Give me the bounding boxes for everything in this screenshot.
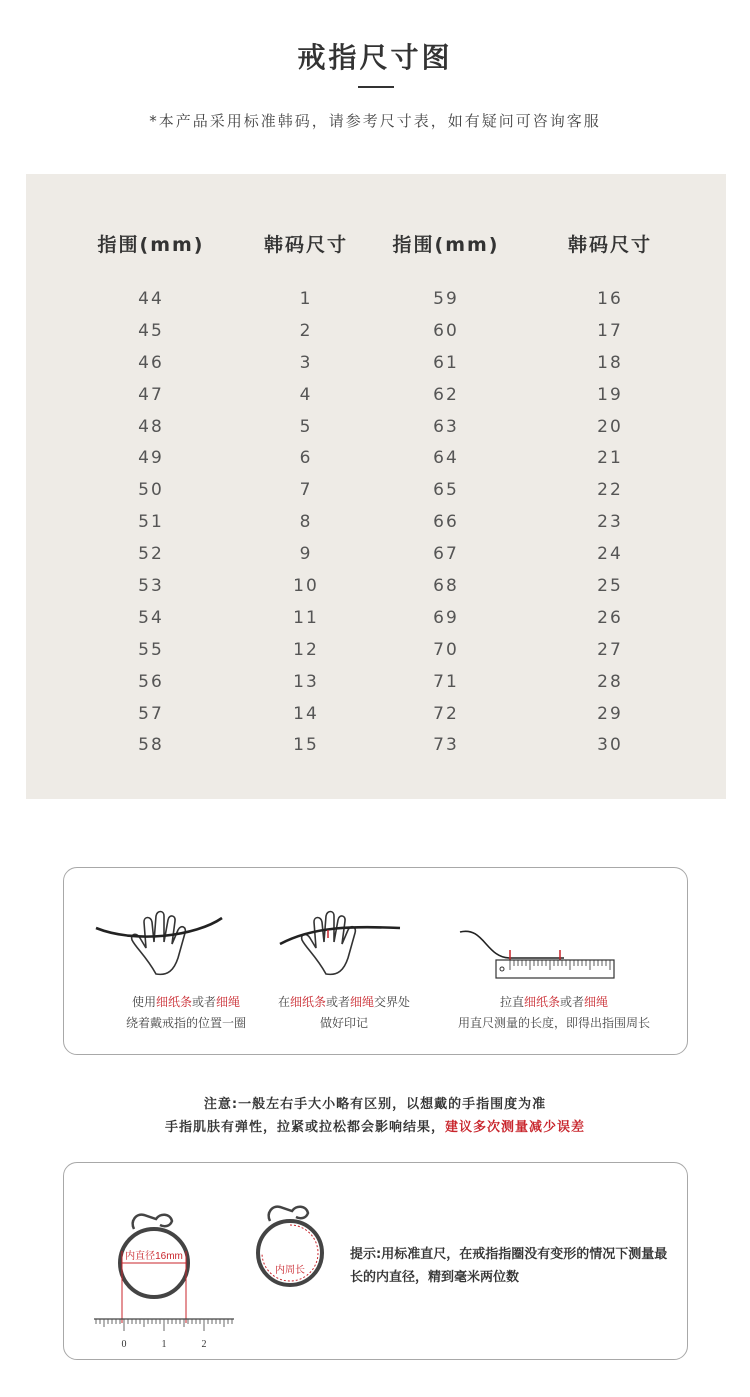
table-cell: 53 (138, 576, 164, 597)
table-cell: 18 (597, 352, 623, 373)
ring-on-ruler-icon (86, 1183, 246, 1350)
table-cell: 70 (433, 639, 459, 660)
table-cell: 55 (138, 639, 164, 660)
table-cell: 15 (293, 735, 319, 756)
column-header: 指围(mm) (392, 234, 500, 256)
table-cell: 29 (597, 703, 623, 724)
ruler-measure-icon (454, 896, 654, 996)
table-cell: 52 (138, 544, 164, 565)
table-cell: 14 (293, 703, 319, 724)
table-cell: 49 (138, 448, 164, 469)
table-cell: 65 (433, 480, 459, 501)
measure-tip: 提示:用标准直尺，在戒指指圈没有变形的情况下测量最长的内直径，精到毫米两位数 (350, 1247, 668, 1285)
table-cell: 54 (138, 607, 164, 628)
step-2-caption: 在细纸条或者细绳交界处 做好印记 (277, 995, 411, 1030)
ruler-tick-1: 1 (161, 1339, 167, 1350)
measure-steps-box (63, 867, 688, 1055)
table-cell: 44 (138, 289, 164, 309)
table-cell: 45 (138, 320, 164, 341)
table-cell: 73 (433, 735, 459, 756)
table-cell: 30 (597, 735, 623, 756)
step-3 (454, 888, 654, 1048)
hand-with-mark-icon (244, 896, 444, 996)
table-cell: 68 (433, 576, 459, 597)
ring-measure-box (63, 1162, 688, 1360)
table-cell: 16 (597, 289, 623, 309)
table-cell: 5 (299, 416, 313, 437)
table-cell: 10 (293, 576, 319, 597)
table-cell: 64 (433, 448, 459, 469)
table-cell: 63 (433, 416, 459, 437)
table-cell: 12 (293, 639, 319, 660)
table-cell: 51 (138, 512, 164, 533)
table-cell: 50 (138, 480, 164, 501)
table-cell: 60 (433, 320, 459, 341)
step-2 (244, 888, 444, 1048)
table-cell: 28 (597, 671, 623, 692)
table-cell: 23 (597, 512, 623, 533)
table-cell: 61 (433, 352, 459, 373)
step-3-caption: 拉直细纸条或者细绳 用直尺测量的长度，即得出指围周长 (457, 995, 650, 1030)
table-cell: 17 (597, 320, 623, 341)
column-header: 指围(mm) (97, 234, 205, 256)
note-line-1: 注意:一般左右手大小略有区别，以想戴的手指围度为准 (203, 1097, 547, 1112)
table-cell: 67 (433, 544, 459, 565)
table-cell: 9 (299, 544, 313, 565)
size-table-column (356, 230, 536, 762)
table-cell: 56 (138, 671, 164, 692)
table-cell: 69 (433, 607, 459, 628)
title-divider (358, 86, 394, 88)
ring-circumference-icon (240, 1197, 340, 1297)
table-cell: 11 (293, 607, 319, 628)
table-cell: 71 (433, 671, 459, 692)
table-cell: 59 (433, 289, 459, 309)
table-cell: 62 (433, 384, 459, 405)
table-cell: 72 (433, 703, 459, 724)
table-cell: 8 (299, 512, 313, 533)
table-cell: 3 (299, 352, 313, 373)
note-emphasis: 建议多次测量减少误差 (445, 1120, 586, 1135)
size-table (26, 174, 726, 799)
size-table-column (61, 230, 241, 762)
column-header: 韩码尺寸 (567, 234, 652, 256)
table-cell: 25 (597, 576, 623, 597)
inner-diameter-label: 内直径16mm (125, 1251, 183, 1262)
table-cell: 2 (299, 320, 313, 341)
column-header: 韩码尺寸 (263, 234, 348, 256)
table-cell: 1 (299, 289, 313, 309)
table-cell: 22 (597, 480, 623, 501)
ruler-tick-2: 2 (201, 1339, 207, 1350)
table-cell: 19 (597, 384, 623, 405)
table-cell: 26 (597, 607, 623, 628)
ruler-tick-0: 0 (121, 1339, 127, 1350)
table-cell: 66 (433, 512, 459, 533)
size-table-column (520, 230, 700, 762)
table-cell: 47 (138, 384, 164, 405)
table-cell: 21 (597, 448, 623, 469)
table-cell: 6 (299, 448, 313, 469)
table-cell: 4 (299, 384, 313, 405)
table-cell: 24 (597, 544, 623, 565)
step-1-caption: 使用细纸条或者细绳 绕着戴戒指的位置一圈 (125, 995, 246, 1030)
table-cell: 46 (138, 352, 164, 373)
table-cell: 57 (138, 703, 164, 724)
table-cell: 7 (299, 480, 313, 501)
table-cell: 27 (597, 639, 623, 660)
size-table-panel (26, 174, 726, 799)
inner-circumference-label: 内周长 (275, 1265, 305, 1276)
page-subtitle: *本产品采用标准韩码，请参考尺寸表，如有疑问可咨询客服 (149, 112, 601, 130)
table-cell: 13 (293, 671, 319, 692)
table-cell: 20 (597, 416, 623, 437)
page-title: 戒指尺寸图 (297, 41, 453, 74)
table-cell: 48 (138, 416, 164, 437)
note-line-2: 手指肌肤有弹性，拉紧或拉松都会影响结果，建议多次测量减少误差 (164, 1120, 586, 1135)
table-cell: 58 (138, 735, 164, 756)
